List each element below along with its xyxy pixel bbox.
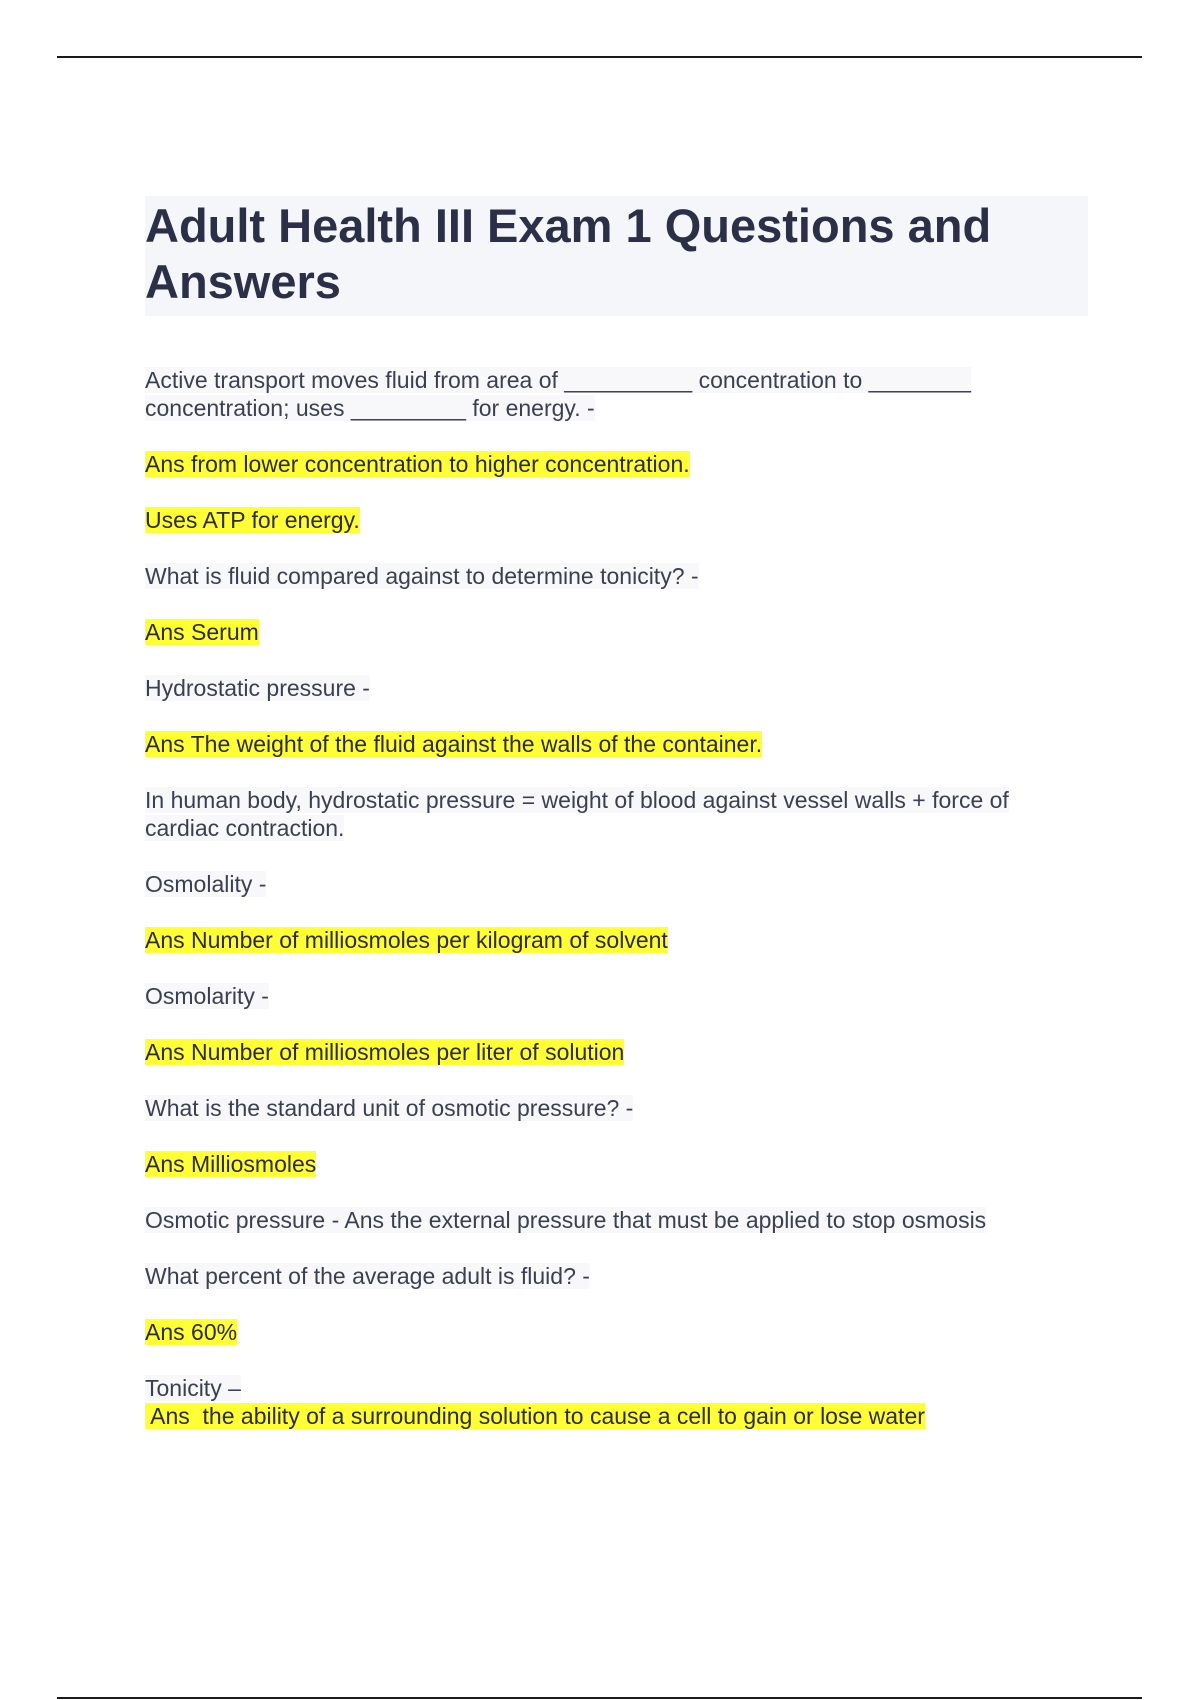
answer-text: [145, 926, 1088, 954]
question-tonicity-compare: What is fluid compared against to determine tonicity? -: [145, 563, 699, 589]
title-block: [145, 196, 1088, 316]
body-text: [145, 786, 1088, 842]
answer-text: [145, 1318, 1088, 1346]
document-title: Adult Health III Exam 1 Questions and Answers: [145, 199, 992, 308]
answer-text: [145, 450, 1088, 478]
question-text: [145, 1094, 1088, 1122]
answer-milliosmoles: Ans Milliosmoles: [145, 1151, 317, 1177]
question-text: [145, 562, 1088, 590]
answer-text: [145, 1402, 1088, 1430]
hydrostatic-explanation: In human body, hydrostatic pressure = weight of blood against vessel walls + force of cardiac contraction.: [145, 787, 1009, 841]
answer-osmolarity: Ans Number of milliosmoles per liter of solution: [145, 1039, 625, 1065]
question-text: [145, 982, 1088, 1010]
question-hydrostatic: Hydrostatic pressure -: [145, 675, 370, 701]
question-text: [145, 870, 1088, 898]
question-osmotic-pressure: Osmotic pressure - Ans the external pressure that must be applied to stop osmosis: [145, 1207, 987, 1233]
question-osmolarity: Osmolarity -: [145, 983, 269, 1009]
question-text: [145, 1262, 1088, 1290]
question-osmolality: Osmolality -: [145, 871, 267, 897]
answer-osmolality: Ans Number of milliosmoles per kilogram of solvent: [145, 927, 668, 953]
answer-text: [145, 1038, 1088, 1066]
answer-60-percent: Ans 60%: [145, 1319, 238, 1345]
question-text: [145, 1206, 1088, 1234]
answer-text: [145, 730, 1088, 758]
answer-serum: Ans Serum: [145, 619, 259, 645]
question-fluid-percent: What percent of the average adult is fluid? -: [145, 1263, 590, 1289]
question-text: [145, 366, 1088, 422]
answer-atp: Uses ATP for energy.: [145, 507, 360, 533]
answer-text: [145, 618, 1088, 646]
top-rule: [57, 56, 1142, 58]
answer-text: [145, 1150, 1088, 1178]
question-osmotic-unit: What is the standard unit of osmotic pressure? -: [145, 1095, 634, 1121]
answer-hydrostatic: Ans The weight of the fluid against the walls of the container.: [145, 731, 763, 757]
question-active-transport: Active transport moves fluid from area of __________ concentration to ________ concentration; uses _________ for energy. -: [145, 367, 971, 421]
question-text: [145, 1374, 1088, 1402]
answer-active-transport: Ans from lower concentration to higher concentration.: [145, 451, 690, 477]
document-body: [145, 196, 1088, 1458]
answer-text: [145, 506, 1088, 534]
answer-tonicity: Ans the ability of a surrounding solution to cause a cell to gain or lose water: [145, 1403, 925, 1429]
question-text: [145, 674, 1088, 702]
question-tonicity: Tonicity –: [145, 1375, 241, 1401]
bottom-rule: [57, 1697, 1142, 1699]
